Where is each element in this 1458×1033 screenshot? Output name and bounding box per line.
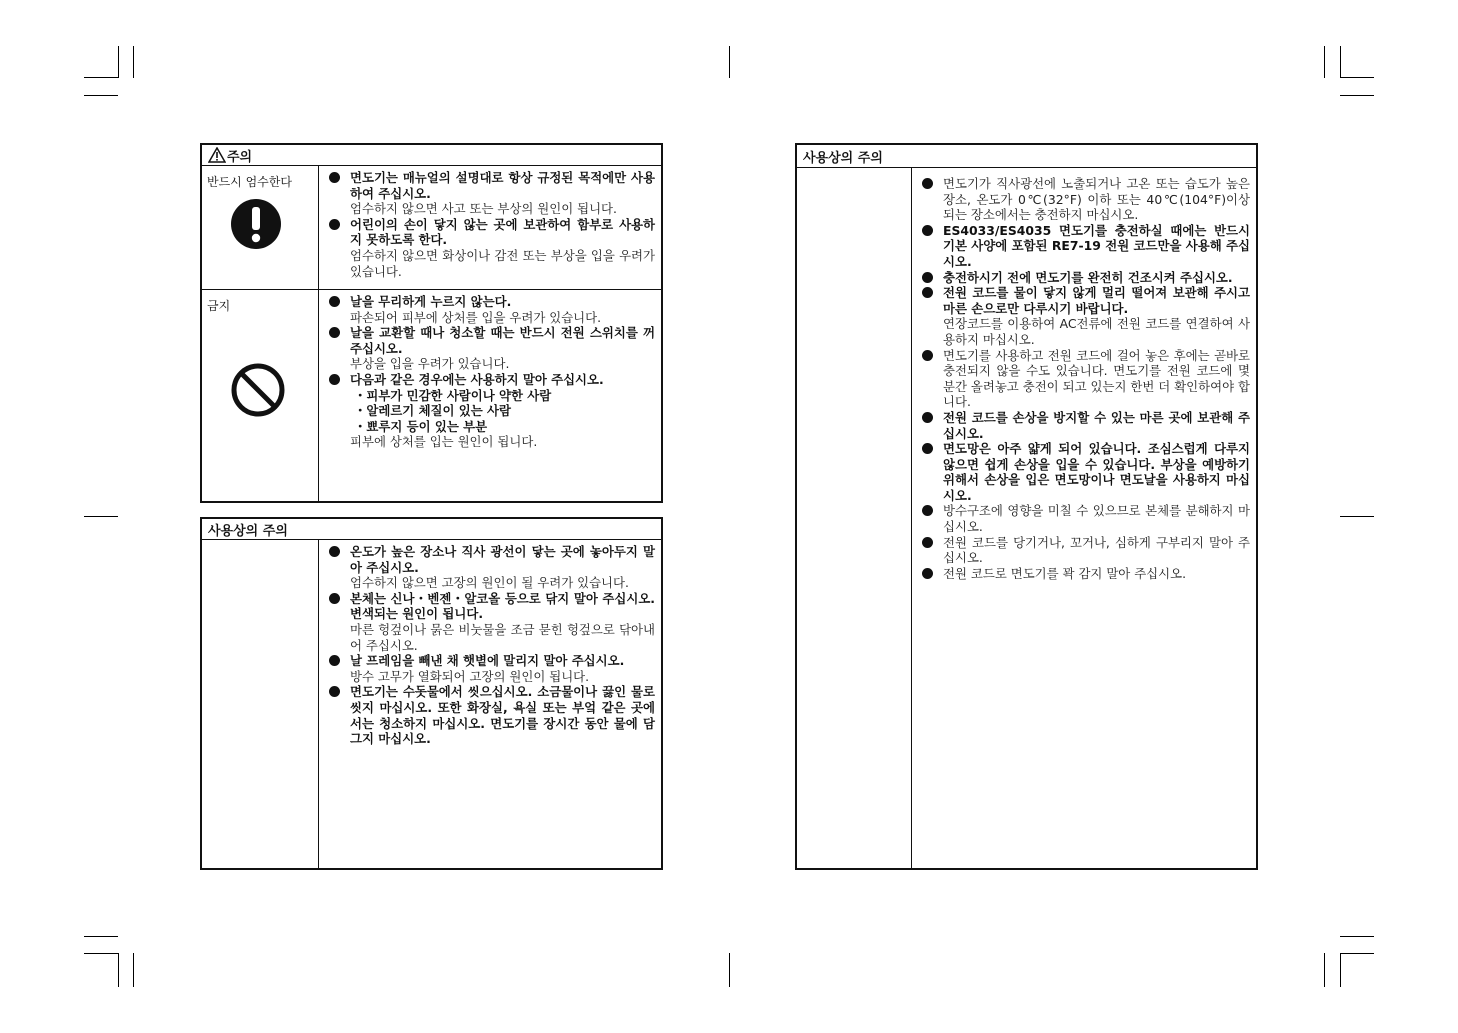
prohibited-list xyxy=(319,290,661,501)
list-item: 면도기가 직사광선에 노출되거나 고온 또는 습도가 높은 장소, 온도가 0℃(32°F) 이하 또는 40℃(104°F)이상 되는 장소에서는 충전하지 마십시오. xyxy=(922,176,1250,223)
bullet-icon xyxy=(922,537,933,548)
list-item: 전원 코드로 면도기를 꽉 감지 말아 주십시오. xyxy=(922,566,1250,582)
usage-notes-box-right xyxy=(795,143,1258,870)
list-item: 전원 코드를 손상을 방지할 수 있는 마른 곳에 보관해 주십시오. xyxy=(922,410,1250,441)
bullet-icon xyxy=(329,593,340,604)
bullet-icon xyxy=(922,272,933,283)
usage-list-left xyxy=(319,540,661,868)
list-item: 전원 코드를 당기거나, 꼬거나, 심하게 구부리지 말아 주십시오. xyxy=(922,535,1250,566)
prohibited-icon xyxy=(230,362,286,418)
usage-notes-box-left xyxy=(200,517,663,870)
list-item: 면도망은 아주 얇게 되어 있습니다. 조심스럽게 다루지 않으면 쉽게 손상을 입을 수 있습니다. 부상을 예방하기 위해서 손상을 입은 면도망이나 면도날을 사용하지 마십시오. xyxy=(922,441,1250,503)
bullet-icon xyxy=(329,686,340,697)
usage-label-cell-left xyxy=(202,540,319,868)
bullet-icon xyxy=(922,412,933,423)
bullet-icon xyxy=(922,568,933,579)
caution-header xyxy=(202,145,661,166)
list-item: 전원 코드를 물이 닿지 않게 멀리 떨어져 보관해 주시고 마른 손으로만 다루시기 바랍니다. 연장코드를 이용하여 AC전류에 전원 코드를 연결하여 사용하지 마십시오. xyxy=(922,285,1250,347)
mandatory-section xyxy=(202,166,661,290)
list-item: 어린이의 손이 닿지 않는 곳에 보관하여 함부로 사용하지 못하도록 한다. 엄수하지 않으면 화상이나 감전 또는 부상을 입을 우려가 있습니다. xyxy=(329,217,655,279)
usage-list-right xyxy=(912,168,1256,868)
list-item: 온도가 높은 장소나 직사 광선이 닿는 곳에 놓아두지 말아 주십시오. 엄수하지 않으면 고장의 원인이 될 우려가 있습니다. xyxy=(329,544,655,591)
list-item: 면도기를 사용하고 전원 코드에 걸어 놓은 후에는 곧바로 충전되지 않을 수도 있습니다. 면도기를 전원 코드에 몇 분간 올려놓고 충전이 되고 있는지 한번 더 확인하여야 합니다. xyxy=(922,348,1250,410)
bullet-icon xyxy=(922,505,933,516)
mandatory-label: 반드시 엄수한다 xyxy=(207,175,292,189)
usage-title-right: 사용상의 주의 xyxy=(803,150,883,166)
bullet-icon xyxy=(922,287,933,298)
list-item: ES4033/ES4035 면도기를 충전하실 때에는 반드시 기본 사양에 포함된 RE7-19 전원 코드만을 사용해 주십시오. xyxy=(922,223,1250,270)
list-item: 다음과 같은 경우에는 사용하지 말아 주십시오. ・ 피부가 민감한 사람이나 약한 사람 ・ 알레르기 체질이 있는 사람 ・ 뾰루지 등이 있는 부분 피부에 상처를 입는 원인이 됩니다. xyxy=(329,372,655,450)
list-item: 날을 무리하게 누르지 않는다. 파손되어 피부에 상처를 입을 우려가 있습니다. xyxy=(329,294,655,325)
bullet-icon xyxy=(329,327,340,338)
sub-list: ・ 피부가 민감한 사람이나 약한 사람 ・ 알레르기 체질이 있는 사람 ・ 뾰루지 등이 있는 부분 xyxy=(350,388,655,435)
bullet-icon xyxy=(922,443,933,454)
usage-header-left xyxy=(202,519,661,540)
list-item: 면도기는 매뉴얼의 설명대로 항상 규정된 목적에만 사용하여 주십시오. 엄수하지 않으면 사고 또는 부상의 원인이 됩니다. xyxy=(329,170,655,217)
mandatory-exclamation-icon xyxy=(230,198,282,250)
list-item: 방수구조에 영향을 미칠 수 있으므로 본체를 분해하지 마십시오. xyxy=(922,503,1250,534)
mandatory-label-cell xyxy=(202,166,319,289)
usage-header-right xyxy=(797,145,1256,168)
bullet-icon xyxy=(329,655,340,666)
usage-section-left xyxy=(202,540,661,868)
warning-triangle-icon xyxy=(208,147,226,163)
mandatory-list xyxy=(319,166,661,289)
list-item: 충전하시기 전에 면도기를 완전히 건조시켜 주십시오. xyxy=(922,270,1250,286)
list-item: 면도기는 수돗물에서 씻으십시오. 소금물이나 끓인 물로 씻지 마십시오. 또한 화장실, 욕실 또는 부엌 같은 곳에서는 청소하지 마십시오. 면도기를 장시간 동안 물에 담그지 마십시오. xyxy=(329,684,655,746)
bullet-icon xyxy=(922,178,933,189)
bullet-icon xyxy=(922,350,933,361)
list-item: 본체는 신나・벤젠・알코올 등으로 닦지 말아 주십시오. 변색되는 원인이 됩니다. 마른 헝겊이나 묽은 비눗물을 조금 묻힌 헝겊으로 닦아내어 주십시오. xyxy=(329,591,655,653)
usage-title-left: 사용상의 주의 xyxy=(208,523,288,539)
usage-section-right xyxy=(797,168,1256,868)
bullet-icon xyxy=(329,172,340,183)
bullet-icon xyxy=(329,296,340,307)
prohibited-label: 금지 xyxy=(207,299,231,313)
bullet-icon xyxy=(922,225,933,236)
prohibited-label-cell xyxy=(202,290,319,501)
bullet-icon xyxy=(329,219,340,230)
list-item: 날을 교환할 때나 청소할 때는 반드시 전원 스위치를 꺼 주십시오. 부상을 입을 우려가 있습니다. xyxy=(329,325,655,372)
caution-box xyxy=(200,143,663,503)
bullet-icon xyxy=(329,546,340,557)
caution-title: 주의 xyxy=(227,149,253,165)
list-item: 날 프레임을 빼낸 채 햇볕에 말리지 말아 주십시오. 방수 고무가 열화되어 고장의 원인이 됩니다. xyxy=(329,653,655,684)
usage-label-cell-right xyxy=(797,168,912,868)
bullet-icon xyxy=(329,374,340,385)
prohibited-section xyxy=(202,290,661,501)
